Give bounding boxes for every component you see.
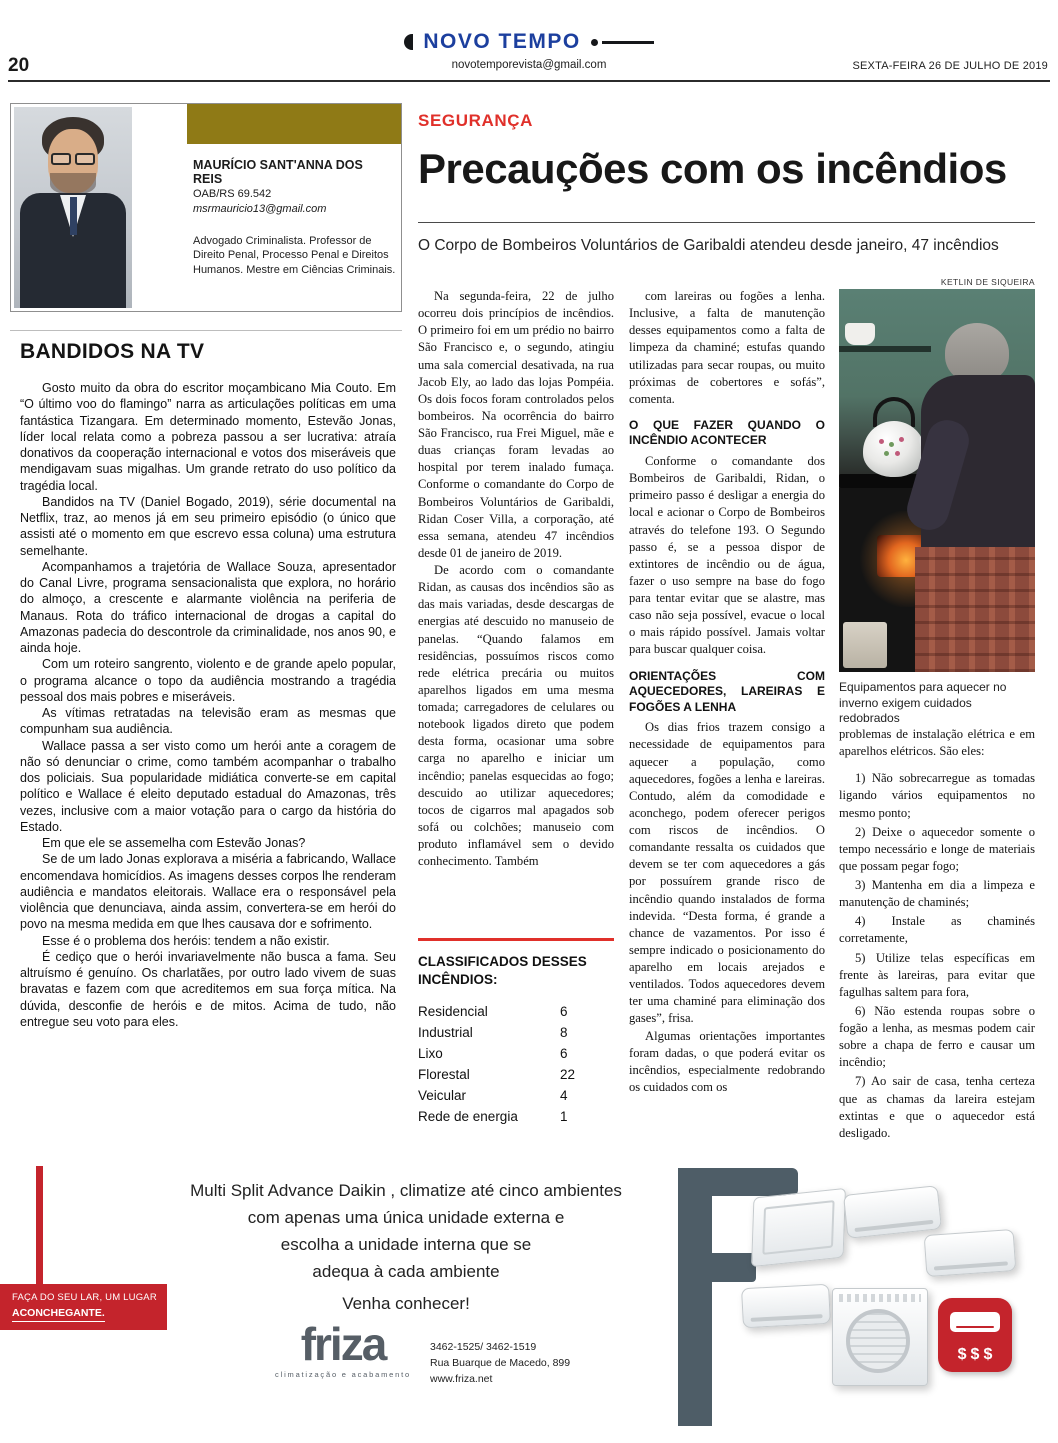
author-box	[10, 103, 402, 312]
ac-cassette-image	[751, 1188, 846, 1267]
photo-towel	[843, 622, 887, 668]
author-name: MAURÍCIO SANT'ANNA DOS REIS	[193, 158, 363, 186]
author-accent-block	[187, 104, 401, 144]
ad-graphic	[660, 1163, 1050, 1435]
opinion-body	[20, 380, 396, 1030]
article-paragraph: com lareiras ou fogões a lenha. Inclusive, a falta de manutenção desses equipamentos como a falta de limpeza da chaminé; estufas quando utilizadas para secar roupas, ou muito próximas de cobertores e sofás”, comenta.	[629, 289, 825, 406]
headline-rule	[418, 222, 1035, 223]
classificados-label: Residencial	[418, 1004, 488, 1020]
ad-headline-line: com apenas uma única unidade externa e	[247, 1207, 565, 1227]
masthead-deco-left-icon	[404, 34, 413, 50]
ac-unit-icon	[950, 1312, 1000, 1332]
classificados-label: Rede de energia	[418, 1109, 518, 1125]
photo-caption: Equipamentos para aquecer no inverno exigem cuidados redobrados	[839, 680, 1007, 726]
author-portrait-photo	[14, 107, 132, 308]
friza-logo-subtext: climatização e acabamento	[275, 1370, 411, 1380]
classificados-row	[418, 1088, 614, 1103]
article-paragraph: De acordo com o comandante Ridan, as causas dos incêndios são as das mais variadas, desde descargas de energias até descuido no manuseio de panelas. “Quando falamos em residências, possuímos riscos como rede elétrica precária ou muitos aparelhos ligados em uma mesma tomada; carregadores de celulares ou notebook ligados direto que podem desta forma, ocasionar uma sobre carga no aparelho e iniciar um incêndio; panelas esquecidas ao fogo; descuido ao utilizar aquecedores; tocos de cigarros mal apagados sob sofá ou colchões; manuseio com produto inflamável sem o devido conhecimento. Também	[418, 563, 614, 869]
header	[0, 30, 1058, 54]
header-rule	[8, 80, 1050, 82]
article-subhead: ORIENTAÇÕES COM AQUECEDORES, LAREIRAS E FOGÕES A LENHA	[629, 668, 825, 714]
ac-wall-unit-image	[843, 1185, 942, 1239]
article-paragraph: Os dias frios trazem consigo a necessidade de equipamentos para aquecer a população, como aquecedores, fogões a lenha e lareiras. Contudo, além da comodidade e aconchego, podem oferecer perigos com riscos de incêndios. O comandante ressalta os cuidados que devem se ter com aquecedores a gás por possuírem grande risco de incêndio quando instalados de forma indevida. “Desta forma, é grande a chance de vazamentos. Por isso é sempre indicado o posicionamento do aparelho em locais arejados e ventilados. Todos aquecedores devem ter uma chaminé para eliminação dos gases”, frisa.	[629, 720, 825, 1026]
section-kicker: SEGURANÇA	[418, 111, 533, 130]
orientation-item: 7) Ao sair de casa, tenha certeza que as chamas da lareira estejam extintas e que o aquecedor está desligado.	[839, 1074, 1035, 1140]
ad-headline	[150, 1178, 662, 1285]
classificados-row	[418, 1025, 614, 1040]
ac-savings-icon	[938, 1298, 1012, 1372]
classificados-value: 4	[560, 1088, 568, 1104]
orientation-item: 4) Instale as chaminés corretamente,	[839, 914, 1035, 946]
classificados-value: 1	[560, 1109, 568, 1125]
opinion-paragraph: É cediço que o herói invariavelmente não busca a fama. Seu altruísmo é genuíno. Os charlatães, por outro lado vivem de suas bravatas e fazem com que acreditemos em sua força mítica. Na dúvida, desconfie de heróis e de mitos. Acima de tudo, não entregue seu voto para eles.	[20, 949, 396, 1029]
opinion-paragraph: Se de um lado Jonas explorava a miséria a fabricando, Wallace encomendava homicídios. As imagens desses corpos lhe renderam audiência e mandatos eleitorais. Wallace era o responsável pela violência que denunciava, ainda assim, convertera-se em herói do povo na mesma medida em que lhes causava dor e sofrimento.	[20, 852, 396, 932]
article-paragraph: Na segunda-feira, 22 de julho ocorreu dois princípios de incêndios. O primeiro foi em um prédio no bairro São Francisco e, o segundo, atingiu uma sala comercial desativada, na rua Jacob Ely, ao lado das lojas Pompéia. Os dois focos foram controlados pelos bombeiros. Na ocorrência do bairro São Francisco, rua Frei Miguel, mãe e duas crianças foram levadas ao hospital por terem inalado fumaça. Conforme o comandante do Corpo de Bombeiros Voluntários de Garibaldi, Ridan Coser Villa, a corporação, até essa semana, atendeu 47 incêndios desde 01 de janeiro de 2019.	[418, 289, 614, 560]
opinion-paragraph: Esse é o problema dos heróis: tendem a não existir.	[42, 933, 330, 948]
opinion-paragraph: Bandidos na TV (Daniel Bogado, 2019), série documental na Netflix, traz, ao menos já em seu primeiro episódio (o único que assisti até o momento em que escrevo essa coluna) uma estrutura semelhante.	[20, 494, 396, 558]
photo-kettle-pattern	[879, 439, 884, 444]
author-registration: OAB/RS 69.542	[193, 188, 272, 200]
opinion-divider	[10, 330, 402, 331]
friza-f-logo-stem	[678, 1168, 712, 1426]
article-headline: Precauções com os incêndios	[418, 145, 1007, 192]
ad-contact	[430, 1340, 570, 1387]
classificados-value: 6	[560, 1004, 568, 1020]
classificados-label: Industrial	[418, 1025, 473, 1041]
badge-line: FAÇA DO SEU LAR, UM LUGAR	[12, 1292, 157, 1303]
opinion-paragraph: Acompanhamos a trajetória de Wallace Souza, apresentador do Canal Livre, programa sensacionalista que explora, no horário do almoço, a crescente e alarmante violência na periferia de Manaus. Rota do tráfico internacional de drogas a capital do Amazonas padecia do descontrole da criminalidade, nos anos 90, e ainda hoje.	[20, 559, 396, 655]
portrait-glasses	[51, 153, 95, 166]
portrait-tie	[70, 197, 77, 235]
friza-logo	[266, 1320, 420, 1379]
ad-website: www.friza.net	[430, 1372, 493, 1385]
orientation-item: 1) Não sobrecarregue as tomadas ligando vários equipamentos no mesmo ponto;	[839, 771, 1035, 820]
ac-wall-unit-image	[924, 1229, 1017, 1277]
ac-wall-unit-image	[741, 1284, 831, 1329]
classificados-row	[418, 1046, 614, 1061]
ad-headline-line: escolha a unidade interna que se	[280, 1234, 532, 1254]
ad-headline-line: adequa à cada ambiente	[312, 1261, 500, 1281]
author-email: msrmauricio13@gmail.com	[193, 203, 327, 215]
opinion-paragraph: As vítimas retratadas na televisão eram as mesmas que compunham sua audiência.	[20, 706, 396, 737]
orientation-item: 3) Mantenha em dia a limpeza e manutenção de chaminés;	[839, 878, 1035, 910]
article-column-3	[839, 726, 1035, 1144]
article-column-1	[418, 288, 614, 870]
orientation-item: 5) Utilize telas específicas em frente às lareiras, para evitar que fagulhas saltem para fora,	[839, 950, 1035, 999]
classificados-label: Veicular	[418, 1088, 467, 1104]
opinion-paragraph: Gosto muito da obra do escritor moçambicano Mia Couto. Em “O último voo do flamingo” narra as articulações políticas em uma fantástica Tizangara. Em determinado momento, Estevão Jonas, líder local relata como a pobreza passou a ser lucrativa: atraía donativos da cooperação internacional e votos dos miseráveis que mendigavam suas migalhas. Um grande retrato do uso político da tragédia local.	[20, 381, 396, 493]
classificados-value: 6	[560, 1046, 568, 1062]
masthead-title: NOVO TEMPO	[423, 30, 581, 53]
opinion-paragraph: Wallace passa a ser visto como um herói ante a coragem de não só denunciar o crime, como também acompanhar o trabalho dos policiais. Sua popularidade midiática converte-se em capital político e Wallace é eleito deputado estadual do Amazonas, três vezes, inclusive com a maior votação para o cargo da história do Estado.	[20, 738, 396, 834]
ad-headline-line: Multi Split Advance Daikin , climatize até cinco ambientes	[190, 1181, 622, 1200]
page-number: 20	[8, 55, 30, 76]
orientation-item: 6) Não estenda roupas sobre o fogão a lenha, as mesmas podem cair sobre a chapa de ferro e causar um incêndio;	[839, 1003, 1035, 1070]
ad-badge	[0, 1284, 167, 1330]
article-column-2	[629, 288, 825, 1096]
orientation-item: 2) Deixe o aquecedor somente o tempo necessário e longe de materiais que possam pegar fogo;	[839, 824, 1035, 873]
photo-credit: KETLIN DE SIQUEIRA	[940, 277, 1035, 287]
classificados-value: 8	[560, 1025, 568, 1041]
opinion-paragraph: Com um roteiro sangrento, violento e de grande apelo popular, o programa alcance o topo da audiência mostrando a tragédia pessoal dos mais pobres e miseráveis.	[20, 657, 396, 704]
friza-logo-text: friza	[300, 1318, 386, 1370]
ad-phone: 3462-1525/ 3462-1519	[430, 1341, 537, 1353]
ac-outdoor-unit-image	[832, 1288, 928, 1386]
classificados-row	[418, 1109, 614, 1124]
classificados-title: CLASSIFICADOS DESSES INCÊNDIOS:	[418, 954, 587, 987]
opinion-title: BANDIDOS NA TV	[20, 340, 205, 363]
dollar-glyphs: $$$	[957, 1346, 997, 1363]
classificados-label: Florestal	[418, 1067, 470, 1083]
classificados-row	[418, 1067, 614, 1082]
article-paragraph: problemas de instalação elétrica e em aparelhos elétricos. São eles:	[839, 727, 1035, 759]
classificados-value: 22	[560, 1067, 576, 1083]
article-photo	[839, 289, 1035, 672]
article-paragraph: Algumas orientações importantes foram dadas, o que poderá evitar os incêndios, especialmente redobrando os cuidados com os	[629, 1028, 825, 1094]
masthead-email: novotemporevista@gmail.com	[451, 59, 607, 71]
ad-address: Rua Buarque de Macedo, 899	[430, 1356, 571, 1369]
fan-icon	[846, 1309, 910, 1373]
photo-person	[915, 323, 1035, 672]
badge-line: ACONCHEGANTE.	[12, 1307, 105, 1322]
article-subhead: O QUE FAZER QUANDO O INCÊNDIO ACONTECER	[629, 417, 825, 448]
classificados-block	[418, 938, 614, 1130]
classificados-rule	[418, 938, 614, 941]
masthead-deco-right-icon	[591, 39, 654, 46]
article-subtitle: O Corpo de Bombeiros Voluntários de Garibaldi atendeu desde janeiro, 47 incêndios	[418, 237, 999, 254]
friza-f-logo-crossbar	[678, 1253, 756, 1282]
classificados-row	[418, 1004, 614, 1019]
portrait-beard	[50, 173, 96, 195]
issue-date: SEXTA-FEIRA 26 DE JULHO DE 2019	[852, 60, 1048, 72]
photo-pot	[845, 323, 875, 345]
article-paragraph: Conforme o comandante dos Bombeiros de Garibaldi, Ridan, o primeiro passo é desligar a energia do local e acionar o Corpo de Bombeiros através do telefone 193. O Segundo passo é, se a pessoa dispor de extintores de incêndio ou de água, fazer o uso sempre na base do fogo para tentar evitar que se alastre, mas caso não seja possível, evacue o local o mais rápido possível. Jamais voltar para buscar qualquer coisa.	[629, 454, 825, 657]
opinion-paragraph: Em que ele se assemelha com Estevão Jonas?	[42, 836, 306, 850]
classificados-label: Lixo	[418, 1046, 443, 1062]
author-bio: Advogado Criminalista. Professor de Direito Penal, Processo Penal e Direitos Humanos. Mestre em Ciências Criminais.	[193, 235, 396, 276]
ad-cta: Venha conhecer!	[342, 1294, 470, 1313]
